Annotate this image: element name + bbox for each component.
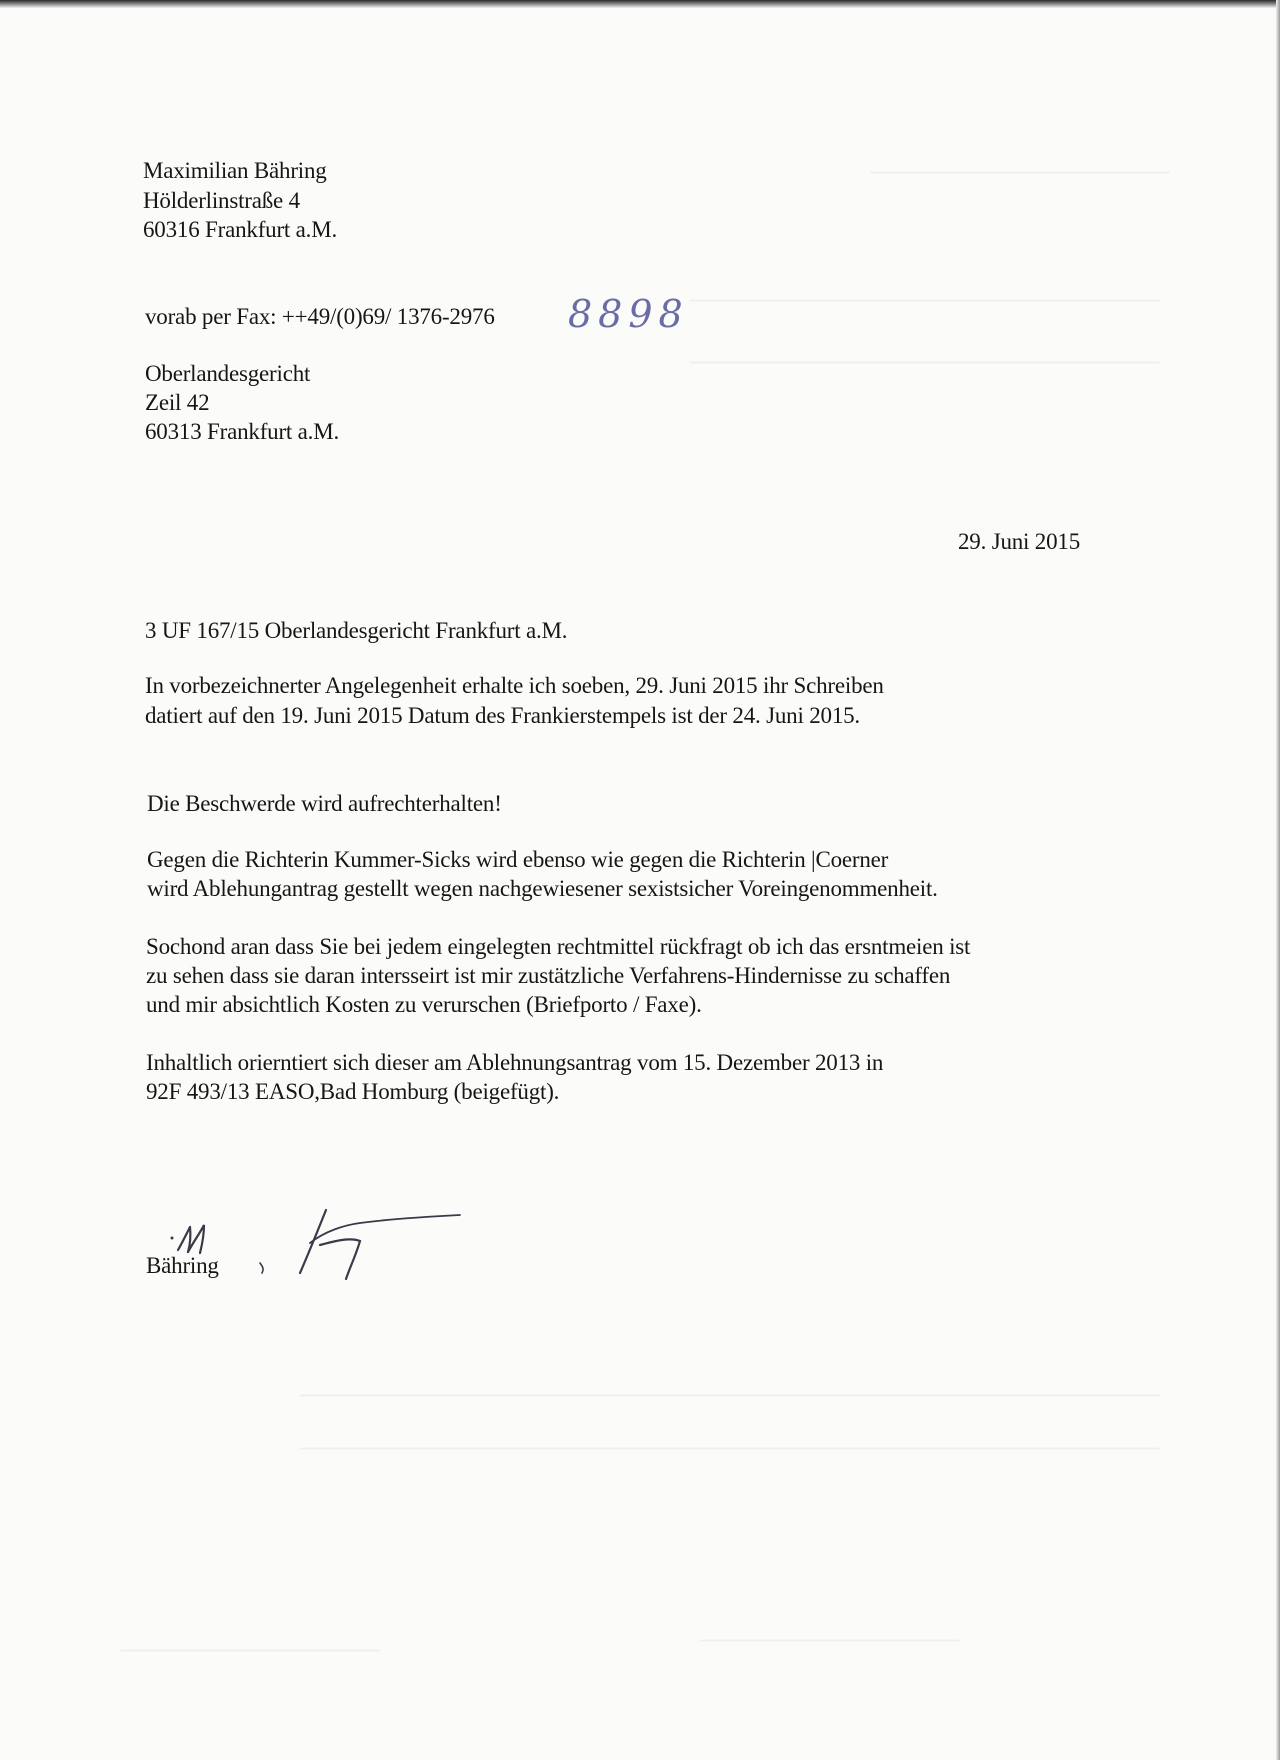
show-through-line bbox=[120, 1650, 380, 1651]
sender-city: 60316 Frankfurt a.M. bbox=[143, 217, 338, 242]
show-through-line bbox=[870, 172, 1170, 173]
body-paragraph-5-line-2: 92F 493/13 EASO,Bad Homburg (beigefügt). bbox=[146, 1079, 560, 1104]
recipient-city: 60313 Frankfurt a.M. bbox=[145, 419, 340, 444]
body-paragraph-3-line-2: wird Ablehungantrag gestellt wegen nachgewiesener sexistsicher Voreingenommenheit. bbox=[147, 876, 938, 901]
signature-name: Bähring bbox=[146, 1253, 219, 1278]
sender-name: Maximilian Bähring bbox=[143, 158, 327, 183]
letter-subject: 3 UF 167/15 Oberlandesgericht Frankfurt a.M. bbox=[145, 618, 568, 643]
recipient-name: Oberlandesgericht bbox=[145, 361, 311, 386]
scan-edge-top bbox=[0, 0, 1280, 8]
show-through-line bbox=[300, 1448, 1160, 1449]
fax-line: vorab per Fax: ++49/(0)69/ 1376-2976 bbox=[145, 304, 495, 329]
show-through-line bbox=[690, 300, 1160, 301]
body-paragraph-4-line-1: Sochond aran dass Sie bei jedem eingelegten rechtmittel rückfragt ob ich das ersntmeien ist bbox=[146, 934, 971, 959]
letter-date: 29. Juni 2015 bbox=[958, 529, 1080, 554]
show-through-line bbox=[300, 1395, 1160, 1396]
recipient-street: Zeil 42 bbox=[145, 390, 210, 415]
body-paragraph-1-line-2: datiert auf den 19. Juni 2015 Datum des Frankierstempels ist der 24. Juni 2015. bbox=[145, 703, 860, 728]
body-paragraph-2: Die Beschwerde wird aufrechterhalten! bbox=[147, 791, 502, 816]
body-paragraph-5-line-1: Inhaltlich orierntiert sich dieser am Ablehnungsantrag vom 15. Dezember 2013 in bbox=[146, 1050, 884, 1075]
body-paragraph-1-line-1: In vorbezeichnerter Angelegenheit erhalte ich soeben, 29. Juni 2015 ihr Schreiben bbox=[145, 673, 884, 698]
show-through-line bbox=[690, 362, 1160, 363]
body-paragraph-3-line-1: Gegen die Richterin Kummer-Sicks wird ebenso wie gegen die Richterin |Coerner bbox=[147, 847, 889, 872]
sender-street: Hölderlinstraße 4 bbox=[143, 188, 300, 213]
scan-edge-right bbox=[1276, 0, 1280, 1760]
body-paragraph-4-line-2: zu sehen dass sie daran intersseirt ist mir zustätzliche Verfahrens-Hindernisse zu schaffen bbox=[146, 963, 951, 988]
body-paragraph-4-line-3: und mir absichtlich Kosten zu verurschen (Briefporto / Faxe). bbox=[146, 992, 702, 1017]
show-through-line bbox=[700, 1640, 960, 1641]
handwritten-fax-note: 8898 bbox=[568, 292, 689, 336]
